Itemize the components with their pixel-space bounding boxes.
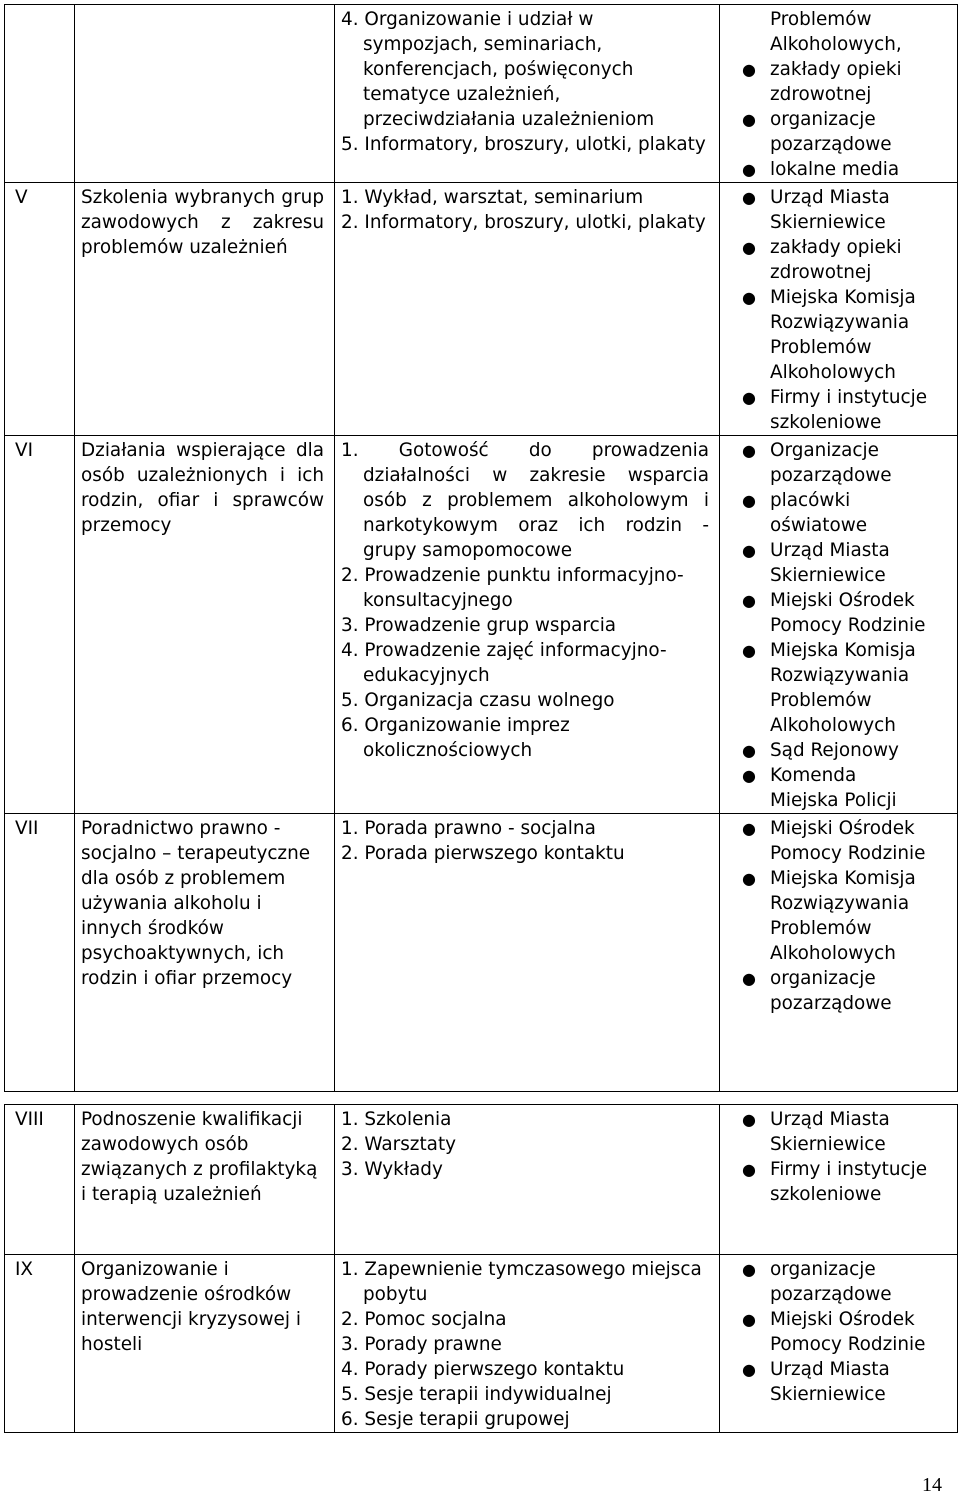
task-item: 4. Porady pierwszego kontaktu [341,1359,625,1380]
partners-cell [720,436,958,814]
tasks-cell [335,814,720,1092]
tasks-cell [335,436,720,814]
partner-item: ● Miejski Ośrodek Pomocy Rodzinie [742,1309,926,1355]
task-item: 5. Informatory, broszury, ulotki, plakaty [341,134,706,155]
task-item: 4. Prowadzenie zajęć informacyjno-edukacyjnych [341,640,667,686]
bullet-icon: ● [742,741,756,760]
tasks-cell [335,5,720,183]
task-item: 1. Porada prawno - socjalna [341,818,596,839]
task-item: 6. Organizowanie imprez okolicznościowych [341,715,570,761]
partner-item: ● organizacje pozarządowe [742,1259,892,1305]
task-item: 1. Wykład, warsztat, seminarium [341,187,644,208]
bullet-icon: ● [742,641,756,660]
area-description: Działania wspierające dla osób uzależnionych i ich rodzin, ofiar i sprawców przemocy [75,436,335,814]
partner-item: ● Miejska Komisja Rozwiązywania Problemów Alkoholowych [742,868,916,964]
partner-item: ● Miejska Komisja Rozwiązywania Problemów Alkoholowych [742,640,916,736]
partner-item: ● Organizacje pozarządowe [742,440,892,486]
task-item: 3. Prowadzenie grup wsparcia [341,615,617,636]
area-description: Organizowanie i prowadzenie ośrodków interwencji kryzysowej i hosteli [75,1255,335,1433]
table-row [5,1255,958,1433]
table-row [5,5,958,183]
partner-item: ● Urząd Miasta Skierniewice [742,187,890,233]
task-item: 6. Sesje terapii grupowej [341,1409,570,1430]
partners-cell [720,814,958,1092]
task-item: 1. Gotowość do prowadzenia działalności w zakresie wsparcia osób z problemem alkoholowym i narkotykowym oraz ich rodzin - grupy samopomocowe [341,440,709,561]
partner-item: ● Sąd Rejonowy [742,740,899,761]
bullet-icon: ● [742,819,756,838]
partners-cell [720,1105,958,1255]
partner-item: ● zakłady opieki zdrowotnej [742,237,902,283]
row-number: IX [5,1255,75,1433]
partner-item: ● Miejska Komisja Rozwiązywania Problemów Alkoholowych [742,287,916,383]
task-item: 2. Prowadzenie punktu informacyjno-konsultacyjnego [341,565,684,611]
row-number [5,5,75,183]
bullet-icon: ● [742,288,756,307]
bullet-icon: ● [742,388,756,407]
task-item: 1. Zapewnienie tymczasowego miejsca pobytu [341,1259,702,1305]
task-item: 1. Szkolenia [341,1109,452,1130]
program-table-second [4,1104,958,1433]
partner-item: ● Urząd Miasta Skierniewice [742,1109,890,1155]
row-number: VI [5,436,75,814]
bullet-icon: ● [742,1160,756,1179]
row-number: VIII [5,1105,75,1255]
partner-item: ● Urząd Miasta Skierniewice [742,1359,890,1405]
partner-item: ● Miejski Ośrodek Pomocy Rodzinie [742,818,926,864]
partner-item: ● Firmy i instytucje szkoleniowe [742,1159,928,1205]
table-row [5,814,958,1092]
tasks-cell [335,1105,720,1255]
row-number: V [5,183,75,436]
task-item: 4. Organizowanie i udział w sympozjach, seminariach, konferencjach, poświęconych tematyce uzależnień, przeciwdziałania uzależnieniom [341,9,655,130]
task-item: 2. Pomoc socjalna [341,1309,507,1330]
bullet-icon: ● [742,1310,756,1329]
partners-cell [720,1255,958,1433]
partner-item: ● Komenda Miejska Policji [742,765,897,811]
partner-item: ● lokalne media [742,159,900,180]
bullet-icon: ● [742,60,756,79]
table-row [5,436,958,814]
task-item: 5. Organizacja czasu wolnego [341,690,615,711]
bullet-icon: ● [742,1360,756,1379]
tasks-cell [335,183,720,436]
bullet-icon: ● [742,188,756,207]
partner-item: ● organizacje pozarządowe [742,109,892,155]
bullet-icon: ● [742,869,756,888]
task-item: 2. Porada pierwszego kontaktu [341,843,625,864]
partner-item: Problemów Alkoholowych, [770,9,902,55]
table-row [5,183,958,436]
task-item: 2. Informatory, broszury, ulotki, plakaty [341,212,706,233]
bullet-icon: ● [742,1260,756,1279]
task-item: 3. Wykłady [341,1159,443,1180]
partner-item: ● Urząd Miasta Skierniewice [742,540,890,586]
partner-item: ● placówki oświatowe [742,490,868,536]
bullet-icon: ● [742,969,756,988]
bullet-icon: ● [742,766,756,785]
bullet-icon: ● [742,110,756,129]
partners-cell [720,5,958,183]
bullet-icon: ● [742,441,756,460]
bullet-icon: ● [742,541,756,560]
partners-cell [720,183,958,436]
partner-item: ● organizacje pozarządowe [742,968,892,1014]
area-description: Podnoszenie kwalifikacji zawodowych osób związanych z profilaktyką i terapią uzależnień [75,1105,335,1255]
bullet-icon: ● [742,1110,756,1129]
task-item: 5. Sesje terapii indywidualnej [341,1384,612,1405]
bullet-icon: ● [742,491,756,510]
bullet-icon: ● [742,160,756,179]
bullet-icon: ● [742,238,756,257]
bullet-icon: ● [742,591,756,610]
area-description [75,5,335,183]
row-number: VII [5,814,75,1092]
task-item: 2. Warsztaty [341,1134,457,1155]
area-description: Poradnictwo prawno - socjalno – terapeutyczne dla osób z problemem używania alkoholu i innych środków psychoaktywnych, ich rodzin i ofiar przemocy [75,814,335,1092]
area-description: Szkolenia wybranych grup zawodowych z zakresu problemów uzależnień [75,183,335,436]
partner-item: ● zakłady opieki zdrowotnej [742,59,902,105]
page-number: 14 [922,1474,942,1496]
task-item: 3. Porady prawne [341,1334,502,1355]
tasks-cell [335,1255,720,1433]
table-row [5,1105,958,1255]
program-table-continued [4,4,958,1092]
partner-item: ● Miejski Ośrodek Pomocy Rodzinie [742,590,926,636]
partner-item: ● Firmy i instytucje szkoleniowe [742,387,928,433]
